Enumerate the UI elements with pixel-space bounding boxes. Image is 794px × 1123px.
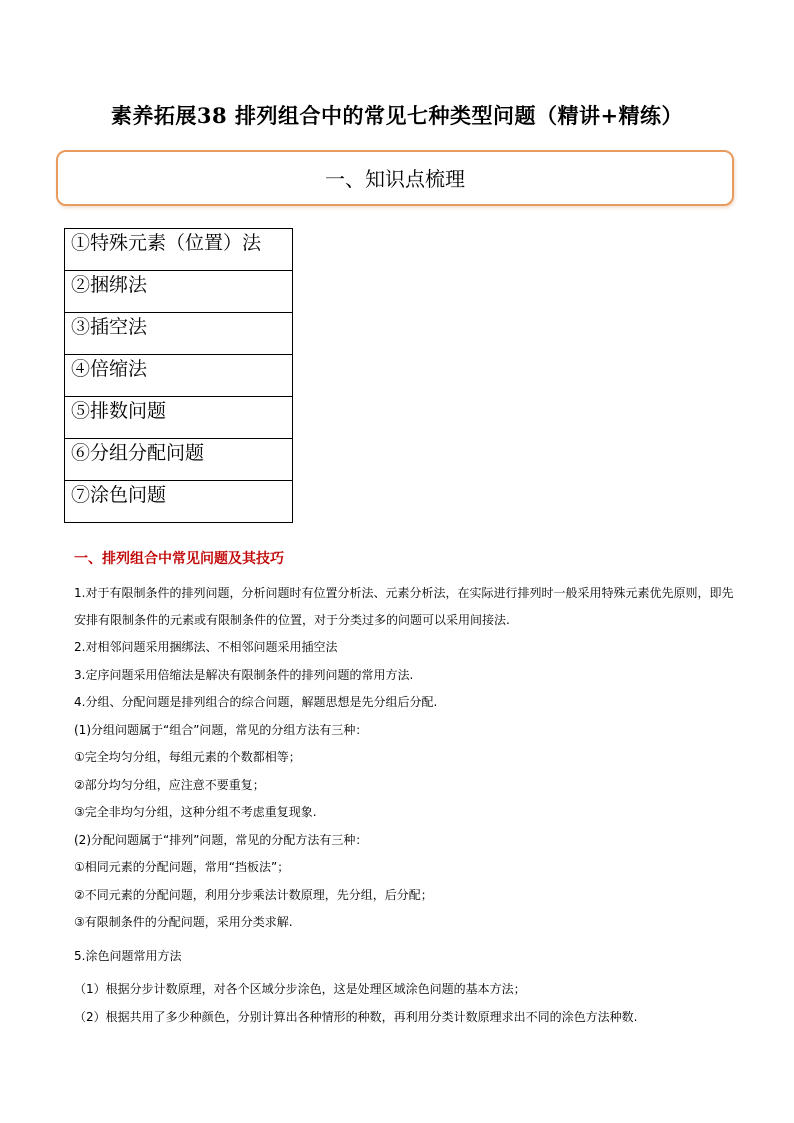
table-row bbox=[65, 355, 293, 397]
paragraph: (2)分配问题属于“排列”问题，常见的分配方法有三种： bbox=[74, 832, 368, 847]
method-item: ⑦涂色问题 bbox=[65, 481, 293, 523]
method-item: ③插空法 bbox=[65, 313, 293, 355]
paragraph: ③完全非均匀分组，这种分组不考虑重复现象. bbox=[74, 805, 317, 819]
method-item: ④倍缩法 bbox=[65, 355, 293, 397]
section-body bbox=[74, 548, 734, 1031]
table-row bbox=[65, 481, 293, 523]
paragraph: (1)分组问题属于“组合”问题，常见的分组方法有三种： bbox=[74, 722, 368, 737]
paragraph: 4.分组、分配问题是排列组合的综合问题，解题思想是先分组后分配. bbox=[74, 695, 438, 709]
paragraph: （2）根据共用了多少种颜色，分别计算出各种情形的种数，再利用分类计数原理求出不同的涂色方法种数. bbox=[74, 1009, 638, 1024]
table-row bbox=[65, 229, 293, 271]
method-item: ①特殊元素（位置）法 bbox=[65, 229, 293, 271]
method-item: ⑥分组分配问题 bbox=[65, 439, 293, 481]
paragraph: ③有限制条件的分配问题，采用分类求解. bbox=[74, 915, 293, 929]
paragraph: ①完全均匀分组，每组元素的个数都相等； bbox=[74, 750, 301, 764]
method-item: ②捆绑法 bbox=[65, 271, 293, 313]
table-row bbox=[65, 271, 293, 313]
table-row bbox=[65, 439, 293, 481]
paragraph: 1.对于有限制条件的排列问题，分析问题时有位置分析法、元素分析法，在实际进行排列时一般采用特殊元素优先原则，即先安排有限制条件的元素或有限制条件的位置，对于分类过多的问题可以采用间接法. bbox=[74, 586, 734, 627]
document-title: 素养拓展38 排列组合中的常见七种类型问题（精讲+精练） bbox=[110, 103, 684, 128]
paragraph: （1）根据分步计数原理，对各个区域分步涂色，这是处理区域涂色问题的基本方法； bbox=[74, 982, 526, 996]
paragraph: ②部分均匀分组，应注意不要重复； bbox=[74, 777, 265, 792]
section-heading: 一、排列组合中常见问题及其技巧 bbox=[74, 551, 284, 567]
method-item: ⑤排数问题 bbox=[65, 397, 293, 439]
section-banner-title: 一、知识点梳理 bbox=[325, 167, 465, 191]
paragraph: ①相同元素的分配问题，常用“挡板法”； bbox=[74, 860, 290, 874]
table-row bbox=[65, 313, 293, 355]
paragraph: ②不同元素的分配问题，利用分步乘法计数原理，先分组，后分配； bbox=[74, 887, 433, 902]
paragraph: 3.定序问题采用倍缩法是解决有限制条件的排列问题的常用方法. bbox=[74, 667, 414, 682]
paragraph: 2.对相邻问题采用捆绑法、不相邻问题采用插空法 bbox=[74, 640, 338, 654]
paragraph: 5.涂色问题常用方法 bbox=[74, 948, 182, 963]
method-list-table bbox=[64, 228, 293, 523]
section-banner bbox=[56, 150, 734, 206]
table-row bbox=[65, 397, 293, 439]
